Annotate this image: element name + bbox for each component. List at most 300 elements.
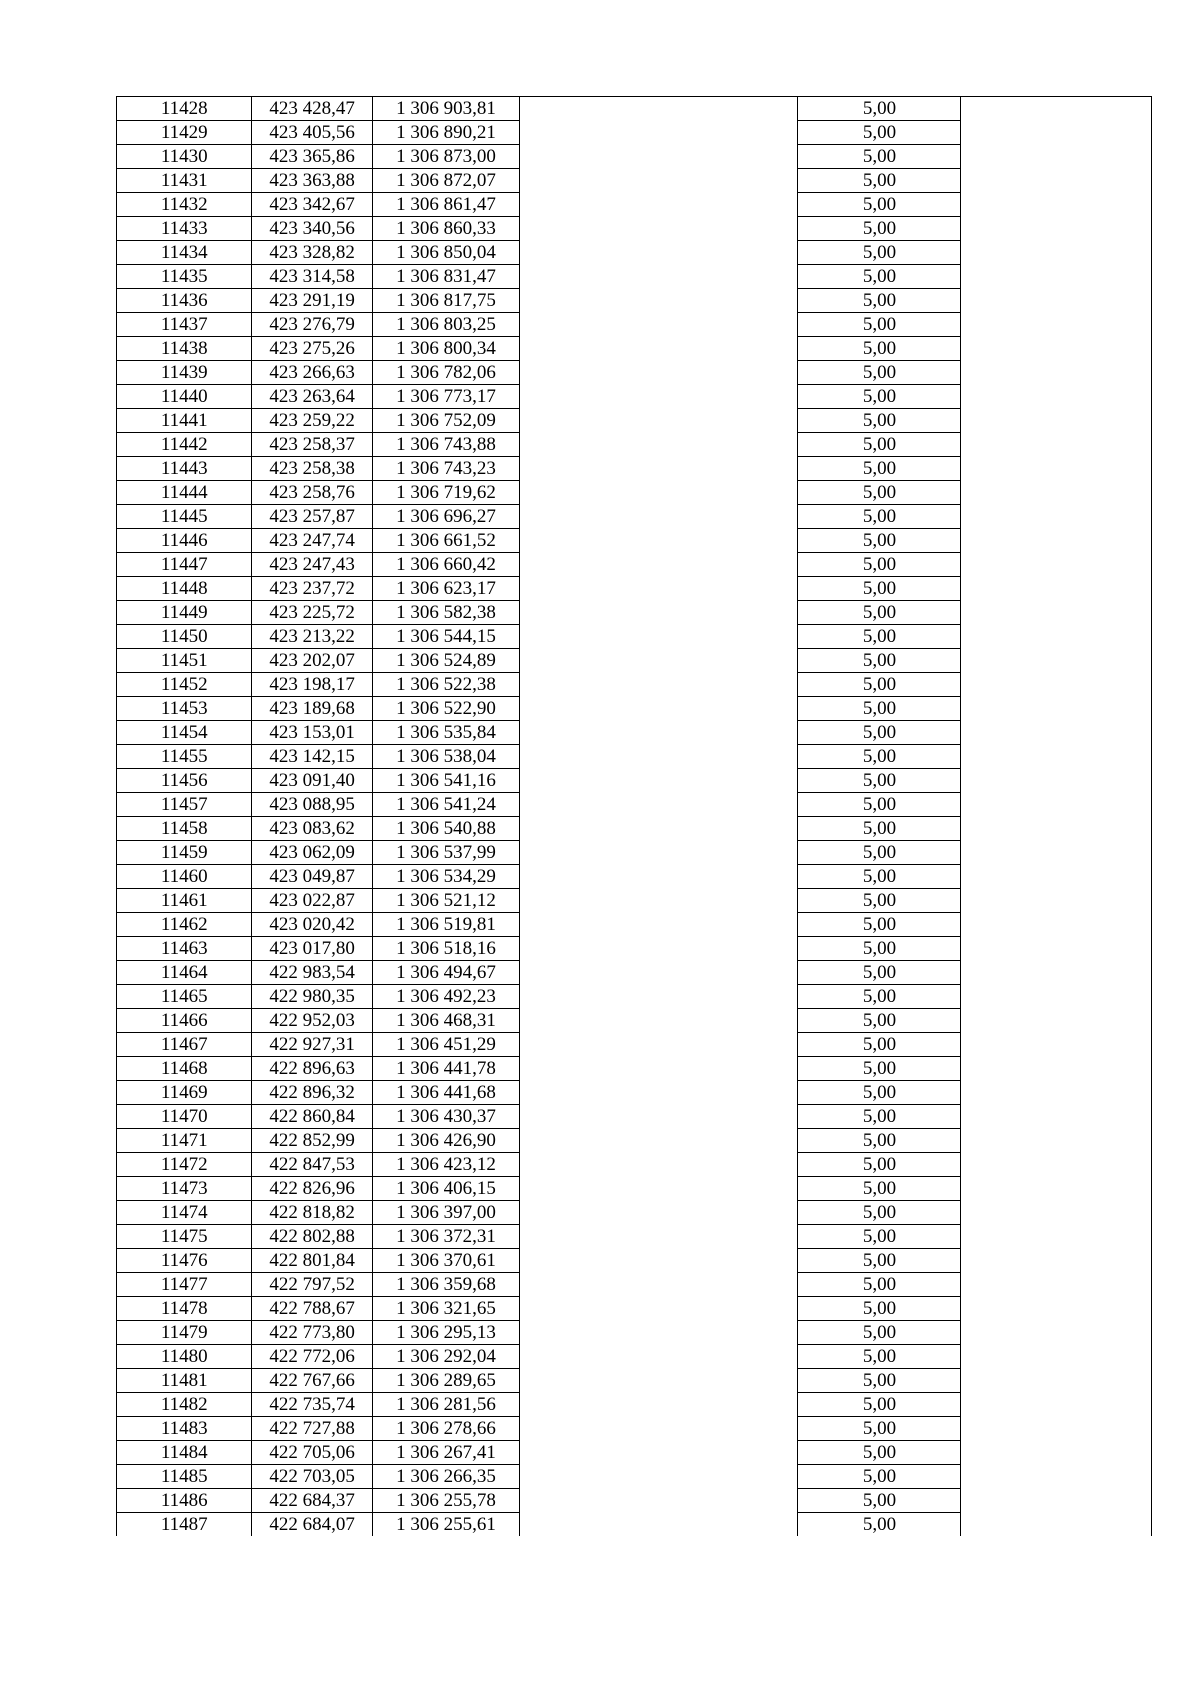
x-coordinate-cell: 422 983,54 [252, 961, 372, 985]
point-number-cell: 11474 [117, 1201, 252, 1225]
y-coordinate-cell: 1 306 521,12 [372, 889, 520, 913]
empty-cell [961, 1273, 1152, 1297]
empty-cell [520, 1441, 798, 1465]
x-coordinate-cell: 422 852,99 [252, 1129, 372, 1153]
table-row [117, 409, 1152, 433]
y-coordinate-cell: 1 306 860,33 [372, 217, 520, 241]
value-cell: 5,00 [798, 793, 961, 817]
empty-cell [961, 1441, 1152, 1465]
y-coordinate-cell: 1 306 743,23 [372, 457, 520, 481]
value-cell: 5,00 [798, 361, 961, 385]
value-cell: 5,00 [798, 1273, 961, 1297]
y-coordinate-cell: 1 306 861,47 [372, 193, 520, 217]
point-number-cell: 11457 [117, 793, 252, 817]
empty-cell [961, 1297, 1152, 1321]
empty-cell [520, 841, 798, 865]
point-number-cell: 11485 [117, 1465, 252, 1489]
y-coordinate-cell: 1 306 266,35 [372, 1465, 520, 1489]
x-coordinate-cell: 423 247,74 [252, 529, 372, 553]
point-number-cell: 11443 [117, 457, 252, 481]
empty-cell [961, 433, 1152, 457]
value-cell: 5,00 [798, 985, 961, 1009]
x-coordinate-cell: 422 818,82 [252, 1201, 372, 1225]
table-row [117, 1273, 1152, 1297]
y-coordinate-cell: 1 306 661,52 [372, 529, 520, 553]
value-cell: 5,00 [798, 913, 961, 937]
table-row [117, 841, 1152, 865]
x-coordinate-cell: 422 705,06 [252, 1441, 372, 1465]
y-coordinate-cell: 1 306 519,81 [372, 913, 520, 937]
point-number-cell: 11475 [117, 1225, 252, 1249]
table-row [117, 1057, 1152, 1081]
y-coordinate-cell: 1 306 441,78 [372, 1057, 520, 1081]
y-coordinate-cell: 1 306 278,66 [372, 1417, 520, 1441]
point-number-cell: 11436 [117, 289, 252, 313]
y-coordinate-cell: 1 306 890,21 [372, 121, 520, 145]
x-coordinate-cell: 423 291,19 [252, 289, 372, 313]
empty-cell [520, 1465, 798, 1489]
point-number-cell: 11462 [117, 913, 252, 937]
x-coordinate-cell: 422 980,35 [252, 985, 372, 1009]
x-coordinate-cell: 422 927,31 [252, 1033, 372, 1057]
table-row [117, 937, 1152, 961]
table-row [117, 1153, 1152, 1177]
table-row [117, 1081, 1152, 1105]
empty-cell [961, 505, 1152, 529]
table-row [117, 1225, 1152, 1249]
value-cell: 5,00 [798, 97, 961, 121]
y-coordinate-cell: 1 306 534,29 [372, 865, 520, 889]
empty-cell [520, 145, 798, 169]
x-coordinate-cell: 423 062,09 [252, 841, 372, 865]
value-cell: 5,00 [798, 769, 961, 793]
point-number-cell: 11444 [117, 481, 252, 505]
empty-cell [520, 289, 798, 313]
table-row [117, 1249, 1152, 1273]
value-cell: 5,00 [798, 481, 961, 505]
point-number-cell: 11449 [117, 601, 252, 625]
value-cell: 5,00 [798, 505, 961, 529]
y-coordinate-cell: 1 306 255,61 [372, 1513, 520, 1537]
y-coordinate-cell: 1 306 321,65 [372, 1297, 520, 1321]
point-number-cell: 11468 [117, 1057, 252, 1081]
empty-cell [961, 985, 1152, 1009]
y-coordinate-cell: 1 306 873,00 [372, 145, 520, 169]
table-row [117, 217, 1152, 241]
value-cell: 5,00 [798, 697, 961, 721]
empty-cell [961, 361, 1152, 385]
value-cell: 5,00 [798, 265, 961, 289]
empty-cell [520, 457, 798, 481]
y-coordinate-cell: 1 306 719,62 [372, 481, 520, 505]
y-coordinate-cell: 1 306 623,17 [372, 577, 520, 601]
empty-cell [961, 889, 1152, 913]
value-cell: 5,00 [798, 337, 961, 361]
value-cell: 5,00 [798, 1081, 961, 1105]
point-number-cell: 11483 [117, 1417, 252, 1441]
empty-cell [520, 745, 798, 769]
empty-cell [961, 721, 1152, 745]
empty-cell [961, 121, 1152, 145]
x-coordinate-cell: 422 797,52 [252, 1273, 372, 1297]
x-coordinate-cell: 423 259,22 [252, 409, 372, 433]
value-cell: 5,00 [798, 577, 961, 601]
y-coordinate-cell: 1 306 773,17 [372, 385, 520, 409]
x-coordinate-cell: 423 225,72 [252, 601, 372, 625]
x-coordinate-cell: 423 198,17 [252, 673, 372, 697]
y-coordinate-cell: 1 306 782,06 [372, 361, 520, 385]
point-number-cell: 11455 [117, 745, 252, 769]
table-row [117, 289, 1152, 313]
point-number-cell: 11476 [117, 1249, 252, 1273]
table-row [117, 1417, 1152, 1441]
y-coordinate-cell: 1 306 544,15 [372, 625, 520, 649]
value-cell: 5,00 [798, 1033, 961, 1057]
table-row [117, 553, 1152, 577]
y-coordinate-cell: 1 306 370,61 [372, 1249, 520, 1273]
x-coordinate-cell: 423 263,64 [252, 385, 372, 409]
y-coordinate-cell: 1 306 535,84 [372, 721, 520, 745]
value-cell: 5,00 [798, 1057, 961, 1081]
x-coordinate-cell: 422 801,84 [252, 1249, 372, 1273]
point-number-cell: 11472 [117, 1153, 252, 1177]
empty-cell [520, 1393, 798, 1417]
empty-cell [520, 1129, 798, 1153]
table-row [117, 121, 1152, 145]
empty-cell [520, 241, 798, 265]
value-cell: 5,00 [798, 961, 961, 985]
point-number-cell: 11438 [117, 337, 252, 361]
table-row [117, 1345, 1152, 1369]
value-cell: 5,00 [798, 1489, 961, 1513]
empty-cell [961, 1105, 1152, 1129]
table-row [117, 1465, 1152, 1489]
x-coordinate-cell: 423 088,95 [252, 793, 372, 817]
x-coordinate-cell: 423 275,26 [252, 337, 372, 361]
x-coordinate-cell: 423 258,38 [252, 457, 372, 481]
value-cell: 5,00 [798, 937, 961, 961]
value-cell: 5,00 [798, 241, 961, 265]
empty-cell [520, 409, 798, 433]
empty-cell [520, 121, 798, 145]
x-coordinate-cell: 423 428,47 [252, 97, 372, 121]
table-row [117, 601, 1152, 625]
empty-cell [961, 793, 1152, 817]
value-cell: 5,00 [798, 1297, 961, 1321]
x-coordinate-cell: 422 703,05 [252, 1465, 372, 1489]
point-number-cell: 11470 [117, 1105, 252, 1129]
table-row [117, 361, 1152, 385]
value-cell: 5,00 [798, 553, 961, 577]
empty-cell [520, 337, 798, 361]
empty-cell [961, 1489, 1152, 1513]
table-row [117, 433, 1152, 457]
point-number-cell: 11464 [117, 961, 252, 985]
empty-cell [961, 577, 1152, 601]
empty-cell [961, 313, 1152, 337]
x-coordinate-cell: 422 896,32 [252, 1081, 372, 1105]
value-cell: 5,00 [798, 841, 961, 865]
empty-cell [961, 1417, 1152, 1441]
value-cell: 5,00 [798, 1513, 961, 1537]
x-coordinate-cell: 423 258,37 [252, 433, 372, 457]
point-number-cell: 11429 [117, 121, 252, 145]
x-coordinate-cell: 423 142,15 [252, 745, 372, 769]
y-coordinate-cell: 1 306 524,89 [372, 649, 520, 673]
y-coordinate-cell: 1 306 831,47 [372, 265, 520, 289]
point-number-cell: 11431 [117, 169, 252, 193]
value-cell: 5,00 [798, 289, 961, 313]
x-coordinate-cell: 422 773,80 [252, 1321, 372, 1345]
point-number-cell: 11480 [117, 1345, 252, 1369]
table-row [117, 481, 1152, 505]
x-coordinate-cell: 423 328,82 [252, 241, 372, 265]
empty-cell [520, 649, 798, 673]
point-number-cell: 11441 [117, 409, 252, 433]
empty-cell [520, 1225, 798, 1249]
point-number-cell: 11433 [117, 217, 252, 241]
empty-cell [520, 481, 798, 505]
empty-cell [520, 817, 798, 841]
point-number-cell: 11481 [117, 1369, 252, 1393]
y-coordinate-cell: 1 306 423,12 [372, 1153, 520, 1177]
point-number-cell: 11486 [117, 1489, 252, 1513]
value-cell: 5,00 [798, 865, 961, 889]
x-coordinate-cell: 423 213,22 [252, 625, 372, 649]
empty-cell [520, 601, 798, 625]
x-coordinate-cell: 423 083,62 [252, 817, 372, 841]
y-coordinate-cell: 1 306 518,16 [372, 937, 520, 961]
y-coordinate-cell: 1 306 494,67 [372, 961, 520, 985]
value-cell: 5,00 [798, 169, 961, 193]
y-coordinate-cell: 1 306 538,04 [372, 745, 520, 769]
empty-cell [520, 1489, 798, 1513]
value-cell: 5,00 [798, 745, 961, 769]
x-coordinate-cell: 423 314,58 [252, 265, 372, 289]
y-coordinate-cell: 1 306 292,04 [372, 1345, 520, 1369]
empty-cell [961, 961, 1152, 985]
empty-cell [961, 601, 1152, 625]
empty-cell [961, 481, 1152, 505]
y-coordinate-cell: 1 306 850,04 [372, 241, 520, 265]
point-number-cell: 11446 [117, 529, 252, 553]
table-row [117, 1033, 1152, 1057]
empty-cell [520, 169, 798, 193]
empty-cell [961, 1081, 1152, 1105]
point-number-cell: 11447 [117, 553, 252, 577]
table-row [117, 1201, 1152, 1225]
x-coordinate-cell: 423 091,40 [252, 769, 372, 793]
value-cell: 5,00 [798, 673, 961, 697]
point-number-cell: 11450 [117, 625, 252, 649]
y-coordinate-cell: 1 306 426,90 [372, 1129, 520, 1153]
empty-cell [961, 97, 1152, 121]
y-coordinate-cell: 1 306 903,81 [372, 97, 520, 121]
empty-cell [961, 1129, 1152, 1153]
x-coordinate-cell: 423 258,76 [252, 481, 372, 505]
empty-cell [961, 745, 1152, 769]
x-coordinate-cell: 422 847,53 [252, 1153, 372, 1177]
empty-cell [520, 1369, 798, 1393]
table-row [117, 817, 1152, 841]
point-number-cell: 11434 [117, 241, 252, 265]
empty-cell [520, 1057, 798, 1081]
point-number-cell: 11463 [117, 937, 252, 961]
table-row [117, 1369, 1152, 1393]
y-coordinate-cell: 1 306 660,42 [372, 553, 520, 577]
empty-cell [961, 937, 1152, 961]
point-number-cell: 11458 [117, 817, 252, 841]
empty-cell [520, 865, 798, 889]
empty-cell [961, 1033, 1152, 1057]
empty-cell [520, 1009, 798, 1033]
point-number-cell: 11454 [117, 721, 252, 745]
x-coordinate-cell: 423 365,86 [252, 145, 372, 169]
empty-cell [961, 1393, 1152, 1417]
x-coordinate-cell: 423 276,79 [252, 313, 372, 337]
point-number-cell: 11459 [117, 841, 252, 865]
y-coordinate-cell: 1 306 441,68 [372, 1081, 520, 1105]
value-cell: 5,00 [798, 1129, 961, 1153]
x-coordinate-cell: 423 340,56 [252, 217, 372, 241]
y-coordinate-cell: 1 306 537,99 [372, 841, 520, 865]
x-coordinate-cell: 422 896,63 [252, 1057, 372, 1081]
table-row [117, 721, 1152, 745]
empty-cell [520, 769, 798, 793]
x-coordinate-cell: 423 202,07 [252, 649, 372, 673]
empty-cell [520, 265, 798, 289]
x-coordinate-cell: 423 266,63 [252, 361, 372, 385]
empty-cell [961, 697, 1152, 721]
point-number-cell: 11466 [117, 1009, 252, 1033]
y-coordinate-cell: 1 306 397,00 [372, 1201, 520, 1225]
value-cell: 5,00 [798, 1225, 961, 1249]
value-cell: 5,00 [798, 721, 961, 745]
empty-cell [520, 1297, 798, 1321]
x-coordinate-cell: 422 684,07 [252, 1513, 372, 1537]
table-row [117, 145, 1152, 169]
x-coordinate-cell: 423 153,01 [252, 721, 372, 745]
table-row [117, 769, 1152, 793]
table-row [117, 1297, 1152, 1321]
y-coordinate-cell: 1 306 872,07 [372, 169, 520, 193]
x-coordinate-cell: 423 405,56 [252, 121, 372, 145]
x-coordinate-cell: 422 802,88 [252, 1225, 372, 1249]
value-cell: 5,00 [798, 1105, 961, 1129]
empty-cell [520, 505, 798, 529]
y-coordinate-cell: 1 306 696,27 [372, 505, 520, 529]
coordinates-table-body [117, 97, 1152, 1537]
table-row [117, 697, 1152, 721]
table-row [117, 625, 1152, 649]
value-cell: 5,00 [798, 817, 961, 841]
table-row [117, 649, 1152, 673]
value-cell: 5,00 [798, 121, 961, 145]
value-cell: 5,00 [798, 385, 961, 409]
empty-cell [520, 721, 798, 745]
empty-cell [520, 1105, 798, 1129]
empty-cell [520, 1273, 798, 1297]
empty-cell [961, 553, 1152, 577]
empty-cell [961, 913, 1152, 937]
empty-cell [961, 385, 1152, 409]
y-coordinate-cell: 1 306 800,34 [372, 337, 520, 361]
point-number-cell: 11451 [117, 649, 252, 673]
y-coordinate-cell: 1 306 451,29 [372, 1033, 520, 1057]
y-coordinate-cell: 1 306 406,15 [372, 1177, 520, 1201]
y-coordinate-cell: 1 306 540,88 [372, 817, 520, 841]
point-number-cell: 11437 [117, 313, 252, 337]
point-number-cell: 11473 [117, 1177, 252, 1201]
empty-cell [520, 1321, 798, 1345]
table-row [117, 529, 1152, 553]
table-row [117, 745, 1152, 769]
y-coordinate-cell: 1 306 267,41 [372, 1441, 520, 1465]
empty-cell [961, 769, 1152, 793]
table-row [117, 193, 1152, 217]
value-cell: 5,00 [798, 457, 961, 481]
y-coordinate-cell: 1 306 803,25 [372, 313, 520, 337]
y-coordinate-cell: 1 306 522,38 [372, 673, 520, 697]
empty-cell [520, 1417, 798, 1441]
empty-cell [520, 673, 798, 697]
x-coordinate-cell: 423 237,72 [252, 577, 372, 601]
empty-cell [520, 361, 798, 385]
empty-cell [520, 313, 798, 337]
value-cell: 5,00 [798, 1393, 961, 1417]
table-row [117, 1441, 1152, 1465]
table-row [117, 985, 1152, 1009]
empty-cell [520, 937, 798, 961]
empty-cell [520, 1201, 798, 1225]
empty-cell [520, 697, 798, 721]
y-coordinate-cell: 1 306 372,31 [372, 1225, 520, 1249]
empty-cell [520, 385, 798, 409]
y-coordinate-cell: 1 306 752,09 [372, 409, 520, 433]
value-cell: 5,00 [798, 1441, 961, 1465]
table-row [117, 913, 1152, 937]
empty-cell [961, 1177, 1152, 1201]
value-cell: 5,00 [798, 1369, 961, 1393]
y-coordinate-cell: 1 306 289,65 [372, 1369, 520, 1393]
value-cell: 5,00 [798, 529, 961, 553]
empty-cell [961, 673, 1152, 697]
table-row [117, 241, 1152, 265]
table-row [117, 97, 1152, 121]
empty-cell [961, 193, 1152, 217]
empty-cell [520, 1033, 798, 1057]
table-row [117, 865, 1152, 889]
point-number-cell: 11482 [117, 1393, 252, 1417]
value-cell: 5,00 [798, 313, 961, 337]
x-coordinate-cell: 423 363,88 [252, 169, 372, 193]
empty-cell [961, 217, 1152, 241]
table-row [117, 1393, 1152, 1417]
table-row [117, 889, 1152, 913]
empty-cell [961, 1465, 1152, 1489]
empty-cell [961, 1513, 1152, 1537]
empty-cell [961, 265, 1152, 289]
table-row [117, 1105, 1152, 1129]
empty-cell [520, 1081, 798, 1105]
table-row [117, 505, 1152, 529]
empty-cell [520, 217, 798, 241]
y-coordinate-cell: 1 306 541,16 [372, 769, 520, 793]
empty-cell [961, 529, 1152, 553]
empty-cell [961, 409, 1152, 433]
point-number-cell: 11432 [117, 193, 252, 217]
x-coordinate-cell: 423 342,67 [252, 193, 372, 217]
